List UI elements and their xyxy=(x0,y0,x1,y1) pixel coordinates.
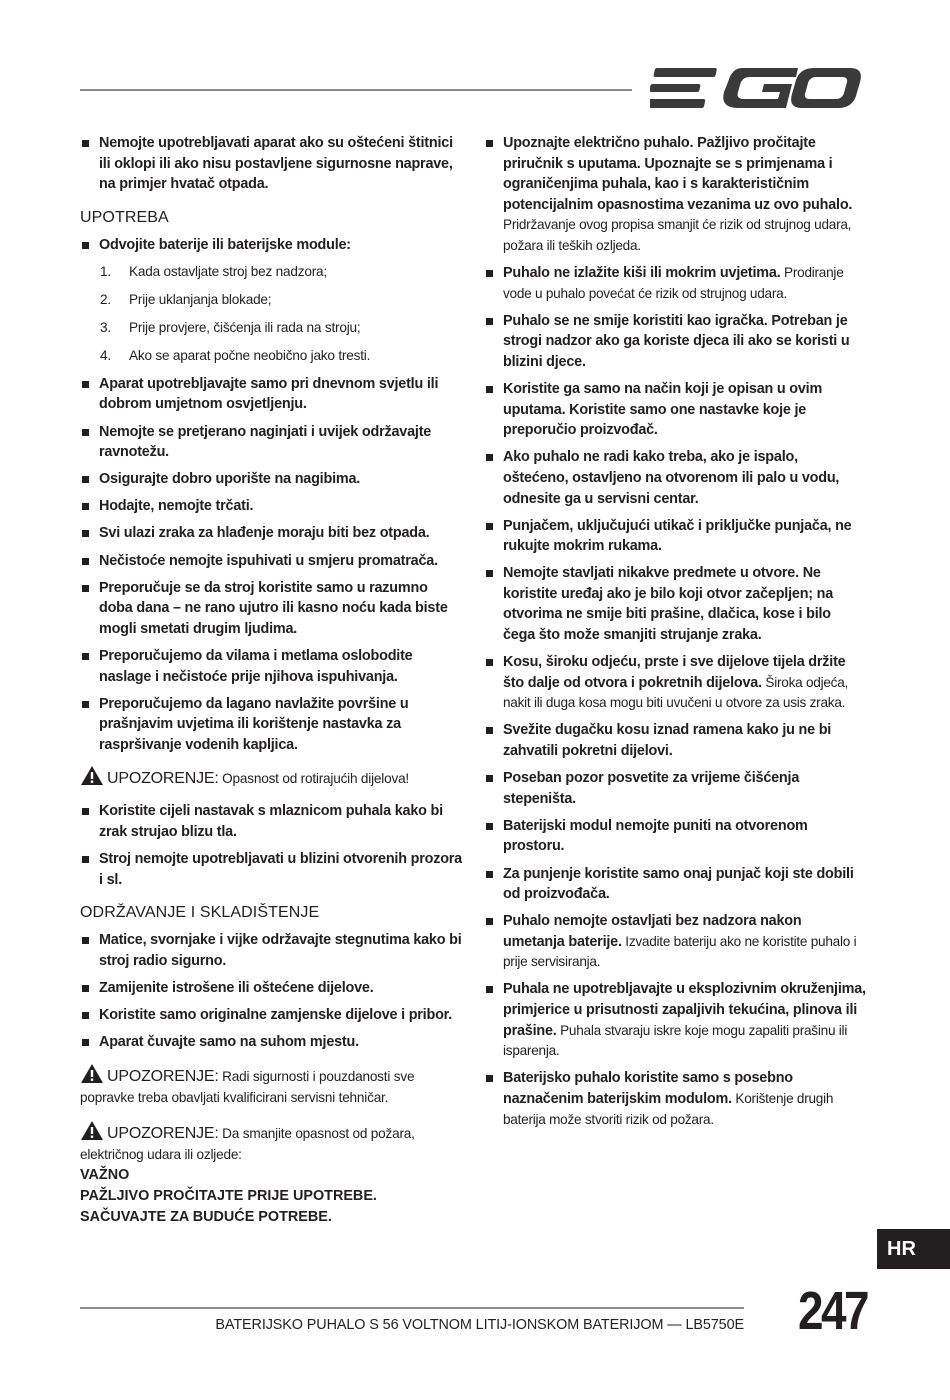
list-item: Nečistoće nemojte ispuhivati u smjeru promatrača. xyxy=(80,551,462,572)
list-item: Stroj nemojte upotrebljavati u blizini otvorenih prozora i sl. xyxy=(80,849,462,890)
bullet-square-icon xyxy=(486,140,493,147)
bullet-square-icon xyxy=(486,986,493,993)
list-item: Aparat upotrebljavajte samo pri dnevnom svjetlu ili dobrom umjetnom osvjetljenju. xyxy=(80,374,462,415)
bullet-square-icon xyxy=(82,808,89,815)
warning-triangle-icon xyxy=(80,765,104,786)
bullet-square-icon xyxy=(82,1039,89,1046)
bullet-square-icon xyxy=(82,558,89,565)
list-item: Aparat čuvajte samo na suhom mjestu. xyxy=(80,1032,462,1053)
numbered-item: 2. Prije uklanjanja blokade; xyxy=(100,291,272,307)
section-heading-odrzavanje: ODRŽAVANJE I SKLADIŠTENJE xyxy=(80,904,320,922)
bullet-square-icon xyxy=(82,530,89,537)
warning-rotating-parts: UPOZORENJE: Opasnost od rotirajućih dijelova! xyxy=(80,765,462,789)
important-line: VAŽNO xyxy=(80,1166,130,1183)
bullet-square-icon xyxy=(486,270,493,277)
bullet-square-icon xyxy=(82,503,89,510)
bullet-square-icon xyxy=(486,823,493,830)
important-line: SAČUVAJTE ZA BUDUĆE POTREBE. xyxy=(80,1208,332,1225)
bullet-square-icon xyxy=(486,727,493,734)
list-item: Koristite cijeli nastavak s mlaznicom puhala kako bi zrak strujao blizu tla. xyxy=(80,801,462,842)
bullet-square-icon xyxy=(82,856,89,863)
numbered-item: 4. Ako se aparat počne neobično jako tresti. xyxy=(100,347,371,363)
important-line: PAŽLJIVO PROČITAJTE PRIJE UPOTREBE. xyxy=(80,1187,377,1204)
list-item: Upoznajte električno puhalo. Pažljivo pročitajte priručnik s uputama. Upoznajte se s primjenama i ograničenjima puhala, kao i s karakterističnim potencijalnim opasnostima vezanima uz ovo puhalo. Pridržavanje ovog propisa smanjit će rizik od strujnog udara, požara ili teških ozljeda. xyxy=(484,133,866,257)
list-item: Puhala ne upotrebljavajte u eksplozivnim okruženjima, primjerice u prisutnosti zapaljivih tekućina, plinova ili prašine. Puhala stvaraju iskre koje mogu zapaliti prašinu ili isparenja. xyxy=(484,979,866,1061)
list-item: Nemojte se pretjerano naginjati i uvijek održavajte ravnotežu. xyxy=(80,422,462,463)
list-item: Puhalo nemojte ostavljati bez nadzora nakon umetanja baterije. Izvadite bateriju ako ne koristite puhalo i prije servisiranja. xyxy=(484,911,866,973)
left-column xyxy=(80,133,462,1228)
numbered-item: 1. Kada ostavljate stroj bez nadzora; xyxy=(100,263,327,279)
header-rule xyxy=(80,89,632,91)
bullet-square-icon xyxy=(486,659,493,666)
footer-text: BATERIJSKO PUHALO S 56 VOLTNOM LITIJ-IONSKOM BATERIJOM — LB5750E xyxy=(215,1317,744,1333)
ego-logo xyxy=(650,64,862,112)
bullet-square-icon xyxy=(486,775,493,782)
list-item: Koristite samo originalne zamjenske dijelove i pribor. xyxy=(80,1005,462,1026)
list-item: Zamijenite istrošene ili oštećene dijelove. xyxy=(80,978,462,999)
list-item: Puhalo ne izlažite kiši ili mokrim uvjetima. Prodiranje vode u puhalo povećat će rizik od strujnog udara. xyxy=(484,263,866,304)
list-item: Punjačem, uključujući utikač i priključke punjača, ne rukujte mokrim rukama. xyxy=(484,516,866,557)
bullet-square-icon xyxy=(486,871,493,878)
warning-service: UPOZORENJE: Radi sigurnosti i pouzdanosti sve popravke treba obavljati kvalificirani servisni tehničar. xyxy=(80,1063,462,1108)
warning-fire: UPOZORENJE: Da smanjite opasnost od požara, električnog udara ili ozljede: xyxy=(80,1120,462,1165)
bullet-square-icon xyxy=(486,318,493,325)
list-item: Puhalo se ne smije koristiti kao igračka. Potreban je strogi nadzor ako ga koriste djeca ili ako se koristi u blizini djece. xyxy=(484,311,866,373)
list-item: Osigurajte dobro uporište na nagibima. xyxy=(80,469,462,490)
list-item: Baterijsko puhalo koristite samo s posebno naznačenim baterijskim modulom. Korištenje drugih baterija može stvoriti rizik od požara. xyxy=(484,1068,866,1130)
list-item: Koristite ga samo na način koji je opisan u ovim uputama. Koristite samo one nastavke koje je preporučio proizvođač. xyxy=(484,379,866,441)
warning-triangle-icon xyxy=(80,1120,104,1141)
bullet-square-icon xyxy=(486,1075,493,1082)
bullet-square-icon xyxy=(82,140,89,147)
bullet-square-icon xyxy=(486,523,493,530)
bullet-square-icon xyxy=(82,1012,89,1019)
warning-triangle-icon xyxy=(80,1063,104,1084)
bullet-square-icon xyxy=(82,937,89,944)
bullet-square-icon xyxy=(82,701,89,708)
bullet-square-icon xyxy=(486,918,493,925)
list-item: Preporučuje se da stroj koristite samo u razumno doba dana – ne rano ujutro ili kasno noću kada biste mogli smetati drugim ljudima. xyxy=(80,578,462,640)
list-item: Preporučujemo da vilama i metlama oslobodite naslage i nečistoće prije njihova ispuhivanja. xyxy=(80,646,462,687)
list-item: Za punjenje koristite samo onaj punjač koji ste dobili od proizvođača. xyxy=(484,864,866,905)
list-item: Hodajte, nemojte trčati. xyxy=(80,496,462,517)
bullet-square-icon xyxy=(82,985,89,992)
bullet-square-icon xyxy=(82,242,89,249)
bullet-square-icon xyxy=(82,476,89,483)
bullet-square-icon xyxy=(82,381,89,388)
footer-rule xyxy=(80,1307,744,1309)
list-item: Odvojite baterije ili baterijske module: xyxy=(80,235,462,256)
section-heading-upotreba: UPOTREBA xyxy=(80,208,169,226)
list-item: Baterijski modul nemojte puniti na otvorenom prostoru. xyxy=(484,816,866,857)
list-item: Kosu, široku odjeću, prste i sve dijelove tijela držite što dalje od otvora i pokretnih dijelova. Široka odjeća, nakit ili duga kosa mogu biti uvučeni u otvore za usis zraka. xyxy=(484,652,866,714)
bullet-square-icon xyxy=(486,386,493,393)
bullet-square-icon xyxy=(486,570,493,577)
language-tab: HR xyxy=(877,1229,950,1269)
list-item: Nemojte stavljati nikakve predmete u otvore. Ne koristite uređaj ako je bilo koji otvor začepljen; na otvorima ne smije biti prašine, dlačica, kose i bilo čega što može smanjiti strujanje zraka. xyxy=(484,563,866,645)
page-number: 247 xyxy=(798,1281,867,1341)
list-item: Ako puhalo ne radi kako treba, ako je ispalo, oštećeno, ostavljeno na otvorenom ili palo u vodu, odnesite ga u servisni centar. xyxy=(484,447,866,509)
list-item: Poseban pozor posvetite za vrijeme čišćenja stepeništa. xyxy=(484,768,866,809)
bullet-square-icon xyxy=(486,454,493,461)
list-item: Svi ulazi zraka za hlađenje moraju biti bez otpada. xyxy=(80,523,462,544)
bullet-square-icon xyxy=(82,429,89,436)
bullet-square-icon xyxy=(82,653,89,660)
list-item: Nemojte upotrebljavati aparat ako su oštećeni štitnici ili oklopi ili ako nisu postavljene sigurnosne naprave, na primjer hvatač otpada. xyxy=(80,133,462,195)
list-item: Preporučujemo da lagano navlažite površine u prašnjavim uvjetima ili korištenje nastavka za raspršivanje vodenih kapljica. xyxy=(80,694,462,756)
list-item: Matice, svornjake i vijke održavajte stegnutima kako bi stroj radio sigurno. xyxy=(80,930,462,971)
bullet-square-icon xyxy=(82,585,89,592)
list-item: Svežite dugačku kosu iznad ramena kako ju ne bi zahvatili pokretni dijelovi. xyxy=(484,720,866,761)
right-column xyxy=(484,133,866,1137)
numbered-item: 3. Prije provjere, čišćenja ili rada na stroju; xyxy=(100,319,361,335)
